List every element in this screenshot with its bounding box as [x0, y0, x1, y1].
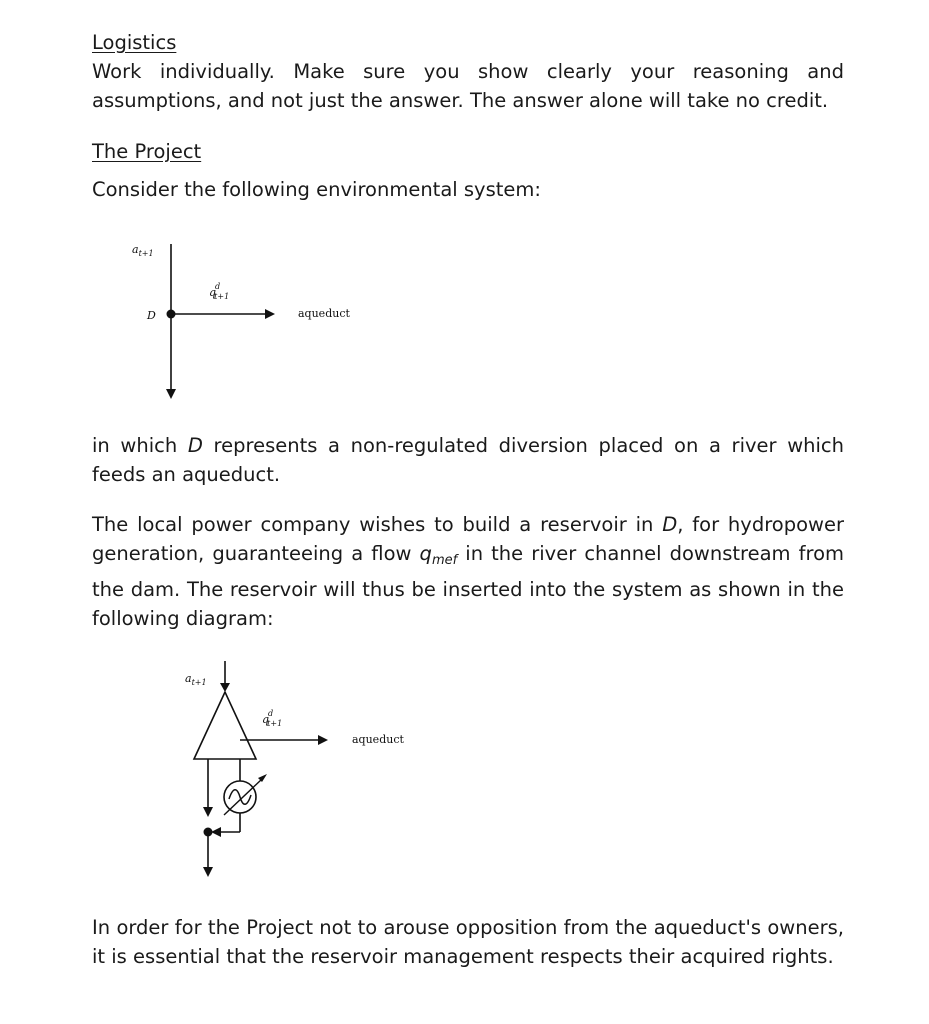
reservoir-aqueduct-label: aqueduct	[352, 733, 404, 746]
reservoir-aqueduct-arrowhead	[318, 735, 328, 745]
reservoir-triangle	[194, 692, 256, 759]
paragraph-acquired-rights: In order for the Project not to arouse opposition from the aqueduct's owners, it is essential that the reservoir management respects their acquired rights.	[92, 916, 844, 968]
project-intro: Consider the following environmental system:	[92, 178, 541, 201]
aqueduct-label: aqueduct	[298, 307, 350, 320]
inflow-label: $a_{t+1}$	[132, 243, 154, 258]
logistics-body: Work individually. Make sure you show clearly your reasoning and assumptions, and not just the answer. The answer alone will take no credit.	[92, 60, 844, 112]
paragraph-diversion: in which D represents a non-regulated diversion placed on a river which feeds an aqueduct.	[92, 434, 844, 486]
reservoir-diversion-label: qd t+1	[262, 709, 283, 728]
node-d-label: D	[147, 309, 156, 322]
mef-channel-arrowhead	[203, 807, 213, 817]
diversion-flow-label: qd t+1	[209, 282, 230, 301]
project-heading: The Project	[92, 140, 202, 163]
reservoir-inflow-label: $a_{t+1}$	[185, 672, 207, 687]
paragraph-reservoir: The local power company wishes to build a reservoir in D, for hydropower generation, guaranteeing a flow $q_{mef}$ in the river channel downstream from the dam. The reservoir will thus be inserted into the system as shown in the following diagram:	[92, 513, 845, 630]
downstream-river-arrowhead	[203, 867, 213, 877]
logistics-heading: Logistics	[92, 31, 177, 54]
